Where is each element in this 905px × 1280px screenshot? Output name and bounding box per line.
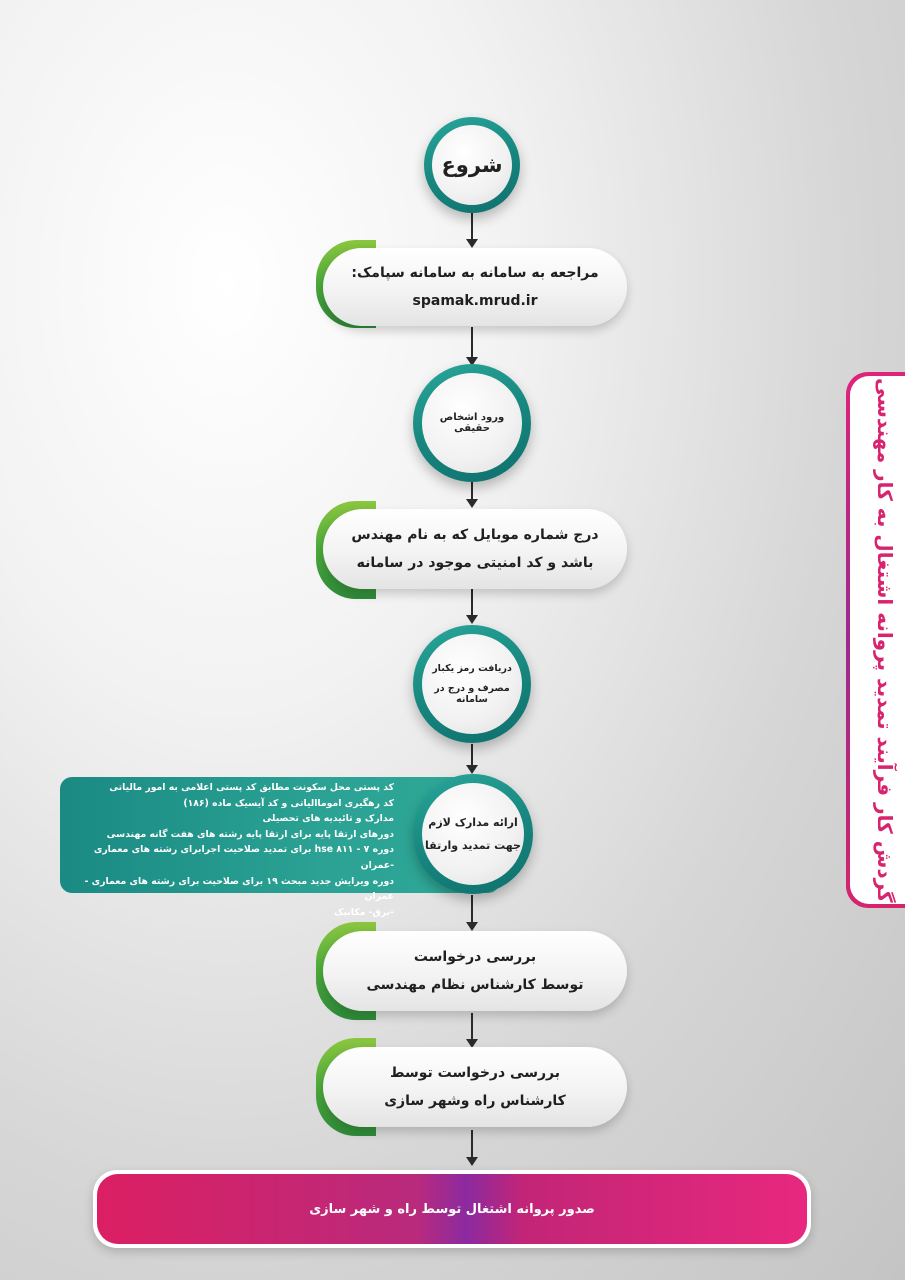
arrow-down-icon <box>466 615 478 624</box>
final-node <box>97 1174 807 1244</box>
document-item: دوره ویرایش جدید مبحث ۱۹ برای صلاحیت برای رشته های معماری - عمران <box>84 875 394 903</box>
start-node <box>424 117 520 213</box>
arrow-down-icon <box>466 1157 478 1166</box>
side-title: گردش کار فرآیند تمدید پروانه اشتغال به کار مهندسی <box>873 377 897 903</box>
step1-url: spamak.mrud.ir <box>412 293 538 309</box>
step3-node <box>323 509 627 589</box>
arrow-down-icon <box>466 765 478 774</box>
step7-node <box>323 1047 627 1127</box>
side-title-tab <box>846 372 905 908</box>
document-item: کد پستی محل سکونت مطابق کد پستی اعلامی به امور مالیاتی <box>109 782 394 793</box>
final-label: صدور پروانه اشتغال توسط راه و شهر سازی <box>309 1201 595 1217</box>
step2-label: ورود اشخاص حقیقی <box>439 412 505 434</box>
arrow-down-icon <box>466 922 478 931</box>
step6-node <box>323 931 627 1011</box>
document-item: مدارک و تائیدیه های تحصیلی <box>262 813 394 825</box>
arrow-down-icon <box>466 239 478 248</box>
step3-line2: باشد و کد امنیتی موجود در سامانه <box>356 555 594 571</box>
document-item: دوره ۷ - hse ۸۱۱ برای تمدید صلاحیت اجرابرای رشته های معماری -عمران <box>93 844 394 871</box>
step4-node-face <box>422 634 522 734</box>
document-item: -برق- مکانیک <box>334 906 394 918</box>
document-item: دورهای ارتقا پایه برای ارتقا پایه رشته های هفت گانه مهندسی <box>106 828 394 840</box>
start-label: شروع <box>441 153 503 177</box>
step1-node <box>323 248 627 326</box>
step7-line2: کارشناس راه وشهر سازی <box>384 1093 566 1109</box>
step7-line1: بررسی درخواست توسط <box>390 1065 560 1081</box>
step5-node <box>413 774 533 894</box>
step6-line2: توسط کارشناس نظام مهندسی <box>366 977 584 993</box>
step2-node <box>413 364 531 482</box>
step3-line1: درج شماره موبایل که به نام مهندس <box>351 527 599 543</box>
step1-line1: مراجعه به سامانه به سامانه سپامک: <box>351 265 599 281</box>
document-item: کد رهگیری اموماالیاتی و کد آیسیک ماده (۱۸۶) <box>183 797 394 809</box>
side-title-panel <box>850 376 905 904</box>
step5-line2: جهت تمدید وارتقا <box>425 839 521 852</box>
step5-line1: ارائه مدارک لازم <box>428 816 518 829</box>
step4-line1: دریافت رمز یکبار <box>432 663 512 674</box>
arrow-down-icon <box>466 499 478 508</box>
step2-node-face <box>422 373 522 473</box>
documents-list <box>74 780 394 920</box>
step4-line2: مصرف و درج در سامانه <box>434 683 510 705</box>
step5-node-face <box>422 783 524 885</box>
step4-node <box>413 625 531 743</box>
start-node-face <box>432 125 512 205</box>
step6-line1: بررسی درخواست <box>413 949 537 965</box>
